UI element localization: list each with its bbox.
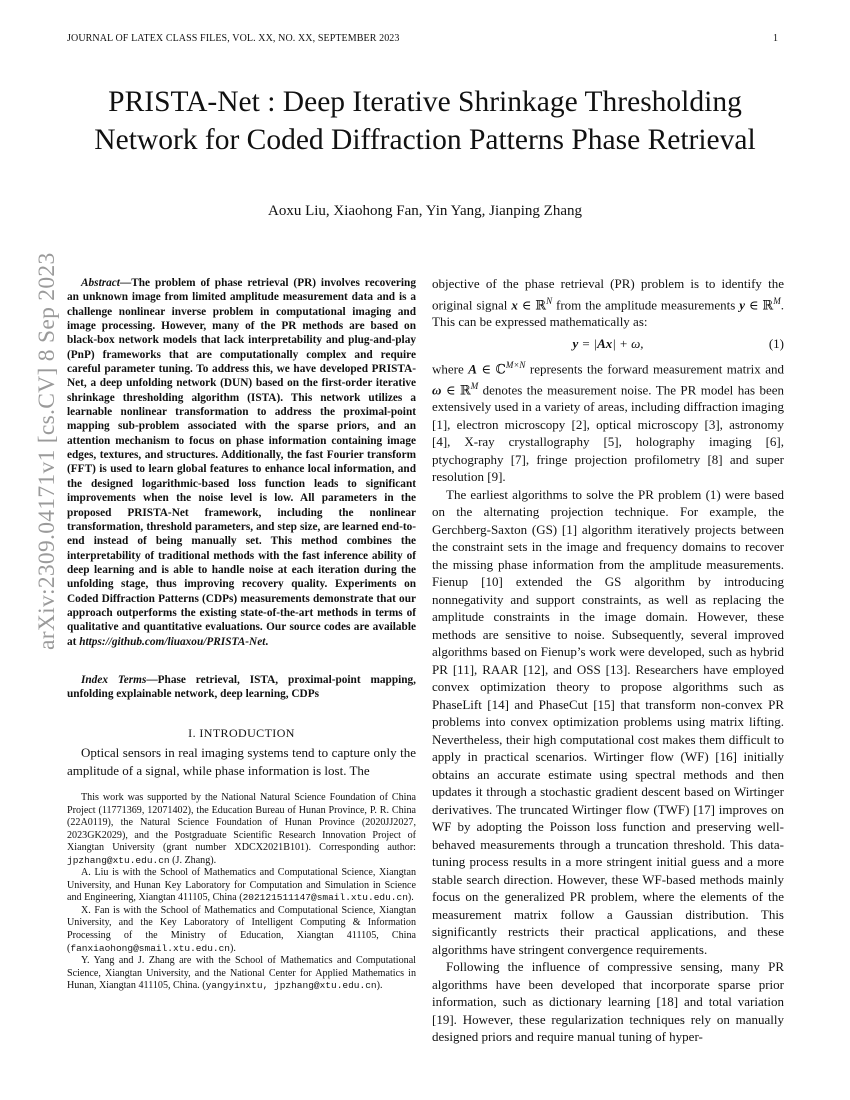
abstract — [67, 276, 416, 649]
corresponding-email[interactable]: jpzhang@xtu.edu.cn — [67, 854, 170, 866]
paragraph-compressive: Following the influence of compressive sensing, many PR algorithms have been developed that incorporate sparse prior information, such as dictionary learning [18] and total variation [19]. However, these regularization techniques rely on manually designed priors and require manual tuning of hyper- — [432, 959, 784, 1045]
abstract-label: Abstract — [81, 277, 120, 289]
page-number: 1 — [773, 33, 778, 44]
right-column — [432, 275, 784, 1046]
index-terms-text: —Phase retrieval, ISTA, proximal-point mapping, unfolding explainable network, deep learning, CDPs — [67, 674, 416, 701]
footnote-fan: X. Fan is with the School of Mathematics and Computational Science, Xiangtan University, and the Key Laboratory of Intelligent Computing & Information Processing of the Ministry of Education, Xiangtan 411105, China (fanxiaohong@smail.xtu.edu.cn). — [67, 904, 416, 954]
footnote-liu: A. Liu is with the School of Mathematics and Computational Science, Xiangtan University, and Hunan Key Laboratory for Computation and Simulation in Science and Engineering, Xiangtan 411105, China (202121511147@smail.xtu.edu.cn). — [67, 867, 416, 904]
paragraph-model: where A ∈ ℂ$^{M\times N}$ represents the forward measurement matrix and ω ∈ ℝ$^M$ denotes the measurement noise. The PR model has been extensively used in a variety of areas, including diffraction imaging [1], electron microscopy [2], optical microscopy [3], astronomy [4], X-ray crystallography [5], holography imaging [6], ptychography [7], fringe projection profilometry [8] and super resolution [9]. — [432, 359, 784, 485]
paragraph-objective: objective of the phase retrieval (PR) problem is to identify the original signal x ∈ ℝ$^N$ from the amplitude measurements y ∈ ℝ$^M$. This can be expressed mathematically as: — [432, 276, 784, 330]
intro-text: Optical sensors in real imaging systems tend to capture only the amplitude of a signal, while phase information is lost. The — [67, 745, 416, 778]
abstract-end: . — [265, 635, 269, 648]
arxiv-stamp: arXiv:2309.04171v1 [cs.CV] 8 Sep 2023 — [34, 252, 60, 650]
fan-email[interactable]: fanxiaohong@smail.xtu.edu.cn — [70, 942, 231, 954]
intro-paragraph — [67, 744, 416, 779]
equation-number: (1) — [768, 335, 784, 351]
paper-title: PRISTA-Net : Deep Iterative Shrinkage Thresholding Network for Coded Diffraction Patterns Phase Retrieval — [94, 86, 756, 156]
source-code-link[interactable]: https://github.com/liuaxou/PRISTA-Net — [79, 635, 266, 648]
journal-header: JOURNAL OF LATEX CLASS FILES, VOL. XX, NO. XX, SEPTEMBER 2023 — [67, 33, 400, 44]
footnote-funding: This work was supported by the National Natural Science Foundation of China Project (11771369, 12071402), the Education Bureau of Hunan Province, P. R. China (22A0119), the Natural Science Foundation of Hunan Province (2020JJ2027, 2023GK2029), and the Postgraduate Scientific Research Innovation Project of Xiangtan University (grant number XDCX2021B101). Corresponding author: jpzhang@xtu.edu.cn (J. Zhang). — [67, 792, 416, 866]
footnotes — [67, 792, 416, 993]
liu-email[interactable]: 202121511147@smail.xtu.edu.cn — [242, 892, 408, 904]
footnote-yang-zhang: Y. Yang and J. Zhang are with the School of Mathematics and Computational Science, Xiangtan University, and the National Center for Applied Mathematics in Hunan, Xiangtan 411105, China. (yangyinxtu, jpzhang@xtu.edu.cn). — [67, 955, 416, 992]
paragraph-earliest: The earliest algorithms to solve the PR problem (1) were based on the alternating projection technique. For example, the Gerchberg-Saxton (GS) [1] algorithm iteratively projects between the constraint sets in the image and frequency domains to recover the missing phase information from the amplitude measurements. Fienup [10] extended the GS algorithm by introducing nonnegativity and support constraints, as well as replacing the amplitude constraints in the image domain. However, these methods are sensitive to noise. Subsequently, several improved algorithms based on Fienup’s work were developed, such as hybrid PR [11], RAAR [12], and OSS [13]. Researchers have employed convex optimization theory to propose algorithms such as PhaseLift [14] and PhaseCut [15] that transform non-convex PR problems into convex optimization problems using matrix lifting. Nevertheless, their high computational cost makes them difficult to apply in practical scenarios. Wirtinger flow (WF) [16] initially obtains an accurate estimate using spectral methods and then updates it through a stochastic gradient descent based on Wirtinger derivatives. The truncated Wirtinger flow (TWF) [17] improves on WF by adopting the Poisson loss function and preserving well-behaved measurements through a truncation threshold. This data-tuning process results in a more stringent initial guess and a more stable search direction. However, these WF-based methods mainly focus on the generalized PR problem, where the elements of the measurement matrix follow a Gaussian distribution. This significantly restricts their practical applications, and these algorithms have stringent convergence requirements. — [432, 486, 784, 957]
yang-zhang-email[interactable]: yangyinxtu, jpzhang@xtu.edu.cn — [205, 980, 377, 992]
abstract-text: —The problem of phase retrieval (PR) involves recovering an unknown image from limited amplitude measurement data and is a challenge nonlinear inverse problem in computational imaging and image processing. However, many of the PR methods are based on black-box network models that lack interpretability and plug-and-play (PnP) frameworks that are computationally complex and require careful parameter tuning. To address this, we have developed PRISTA-Net, a deep unfolding network (DUN) based on the first-order iterative shrinkage thresholding algorithm (ISTA). This network utilizes a learnable nonlinear transformation to address the proximal-point mapping sub-problem associated with the sparse priors, and an attention mechanism to focus on phase information containing image edges, textures, and structures. Additionally, the fast Fourier transform (FFT) is used to learn global features to enhance local information, and the designed logarithmic-based loss function leads to significant improvements when the noise level is low. All parameters in the proposed PRISTA-Net framework, including the nonlinear transformation, threshold parameters, and step size, are learned end-to-end instead of being manually set. This method combines the interpretability of traditional methods with the fast inference ability of deep learning and is able to handle noise at each iteration during the unfolding stage, thus improving recovery quality. Experiments on Coded Diffraction Patterns (CDPs) measurements demonstrate that our approach outperforms the existing state-of-the-art methods in terms of qualitative and quantitative evaluations. Our source codes are available at — [67, 277, 416, 648]
index-terms — [67, 673, 416, 702]
section-heading: I. INTRODUCTION — [188, 726, 295, 740]
equation-1 — [432, 331, 784, 357]
equation-expression: y = |Ax| + ω, — [572, 335, 644, 351]
author-list: Aoxu Liu, Xiaohong Fan, Yin Yang, Jianping Zhang — [267, 203, 583, 219]
index-terms-label: Index Terms — [81, 674, 147, 686]
